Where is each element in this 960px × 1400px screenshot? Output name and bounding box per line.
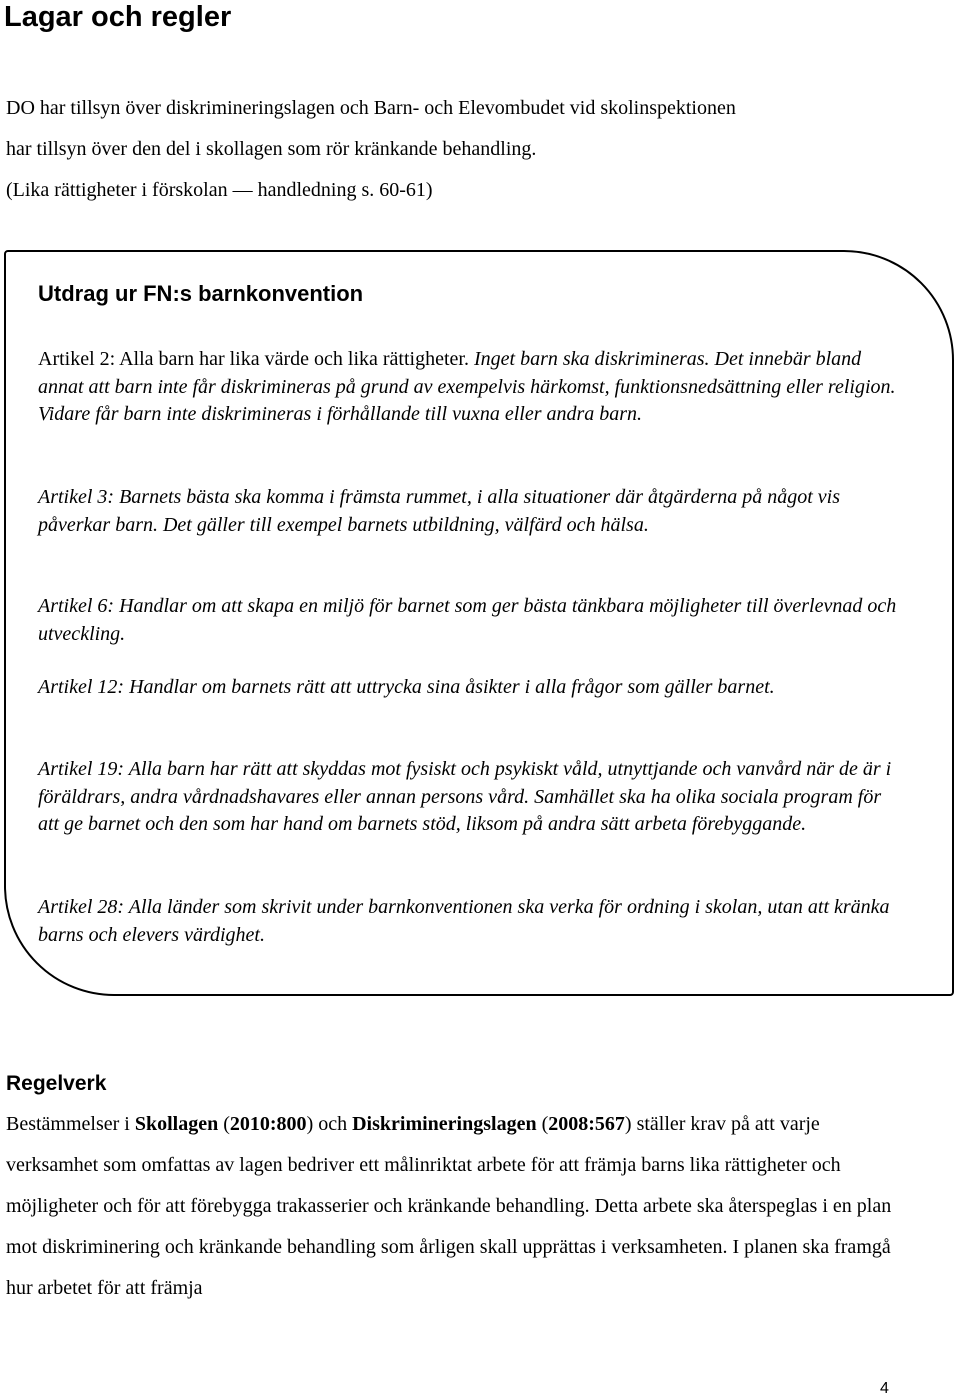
article-2-body: Inget barn ska diskrimineras. Det innebär bland annat att barn inte får diskrimineras på grund av exempelvis härkomst, funktionsnedsättning eller religion. Vidare får barn inte diskrimineras i förhållande till vuxna eller andra barn.: [38, 348, 896, 425]
article-3: Artikel 3: Barnets bästa ska komma i främsta rummet, i alla situationer där åtgärderna på något vis påverkar barn. Det gäller till exempel barnets utbildning, välfärd och hälsa.: [38, 486, 841, 536]
convention-excerpt-box: [4, 250, 954, 996]
regelverk-paragraph: [6, 1104, 916, 1309]
article-6: Artikel 6: Handlar om att skapa en miljö för barnet som ger bästa tänkbara möjligheter till överlevnad och utveckling.: [38, 595, 897, 645]
law-name: Skollagen: [134, 1113, 219, 1135]
law-name: Diskrimineringslagen: [352, 1113, 537, 1135]
text-run: Bestämmelser i: [6, 1113, 135, 1135]
page-title: Lagar och regler: [4, 1, 232, 33]
text-run: (: [536, 1113, 549, 1135]
sfs-number: 2010:800: [229, 1113, 307, 1135]
text-run: ) ställer krav på att varje verksamhet som omfattas av lagen bedriver ett målinriktat arbete för att främja barns lika rättigheter och möjligheter och för att förebygga trakasserier och kränkande behandling. Detta arbete ska återspeglas i en plan mot diskriminering och kränkande behandling som årligen skall upprättas i verksamheten. I planen ska framgå hur arbetet för att främja: [6, 1113, 892, 1299]
article-2-intro: Artikel 2: Alla barn har lika värde och lika rättigheter.: [38, 348, 469, 370]
intro-line: DO har tillsyn över diskrimineringslagen och Barn- och Elevombudet vid skolinspektionen: [6, 97, 736, 119]
article-12: Artikel 12: Handlar om barnets rätt att uttrycka sina åsikter i alla frågor som gäller barnet.: [38, 676, 775, 698]
page-number: 4: [880, 1380, 889, 1397]
article-28: Artikel 28: Alla länder som skrivit under barnkonventionen ska verka för ordning i skolan, utan att kränka barns och elevers värdighet.: [38, 896, 890, 946]
excerpt-title: Utdrag ur FN:s barnkonvention: [38, 281, 364, 306]
intro-line: har tillsyn över den del i skollagen som rör kränkande behandling.: [6, 138, 537, 160]
text-run: ) och: [306, 1113, 353, 1135]
intro-line: (Lika rättigheter i förskolan — handledning s. 60-61): [6, 179, 433, 201]
article-19: Artikel 19: Alla barn har rätt att skyddas mot fysiskt och psykiskt våld, utnyttjande och vanvård när de är i föräldrars, andra vårdnadshavares eller annan persons vård. Samhället ska ha olika sociala program för att ge barnet och den som har hand om barnets stöd, liksom på andra sätt arbeta förebyggande.: [38, 758, 892, 835]
intro-text: [6, 88, 946, 211]
sfs-number: 2008:567: [548, 1113, 625, 1135]
article-2: [38, 346, 898, 429]
section-heading: Regelverk: [6, 1072, 107, 1095]
text-run: (: [218, 1113, 230, 1135]
